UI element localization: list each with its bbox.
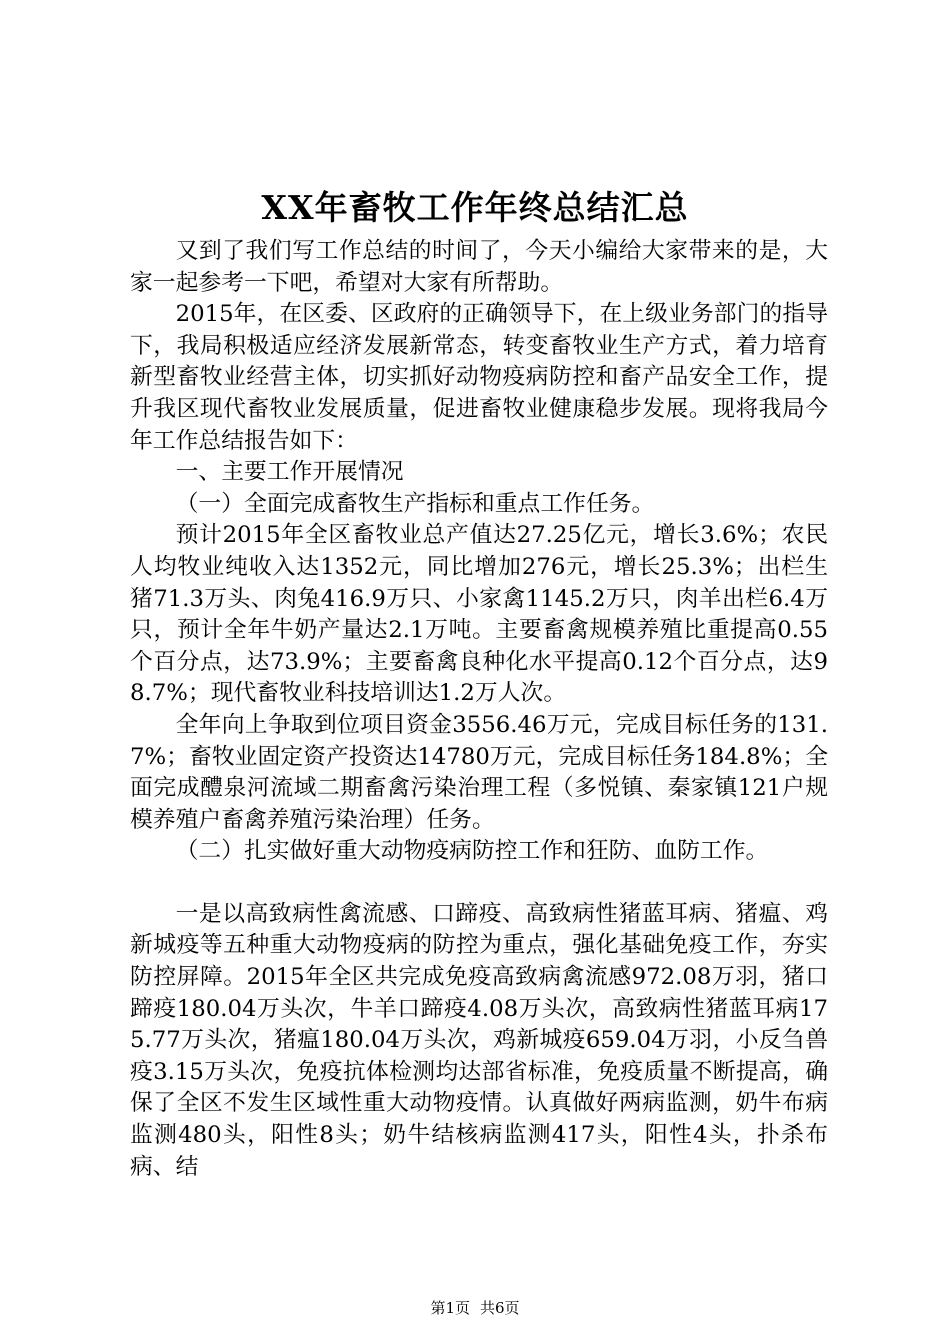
paragraph-funding: 全年向上争取到位项目资金3556.46万元，完成目标任务的131.7%；畜牧业固定资产投资达14780万元，完成目标任务184.8%；全面完成醴泉河流域二期畜禽污染治理工程（多悦镇、秦家镇121户规模养殖户畜禽养殖污染治理）任务。 [130, 711, 828, 833]
page-total: 共6页 [480, 1299, 520, 1317]
paragraph-production-stats: 预计2015年全区畜牧业总产值达27.25亿元，增长3.6%；农民人均牧业纯收入达1352元，同比增加276元，增长25.3%；出栏生猪71.3万头、肉兔416.9万只、小家禽1145.2万只，肉羊出栏6.4万只，预计全年牛奶产量达2.1万吨。主要畜禽规模养殖比重提高0.55个百分点，达73.9%；主要畜禽良种化水平提高0.12个百分点，达98.7%；现代畜牧业科技培训达1.2万人次。 [130, 522, 828, 707]
document-title: XX年畜牧工作年终总结汇总 [261, 188, 689, 227]
page-number: 第1页 [430, 1299, 470, 1317]
subsection-heading-disease-control: （二）扎实做好重大动物疫病防控工作和狂防、血防工作。 [175, 838, 769, 865]
section-heading-main-work: 一、主要工作开展情况 [175, 459, 404, 486]
subsection-heading-production: （一）全面完成畜牧生产指标和重点工作任务。 [175, 490, 655, 517]
paragraph-immunization: 一是以高致病性禽流感、口蹄疫、高致病性猪蓝耳病、猪瘟、鸡新城疫等五种重大动物疫病的防控为重点，强化基础免疫工作，夯实防控屏障。2015年全区共完成免疫高致病禽流感972.08万羽，猪口蹄疫180.04万头次，牛羊口蹄疫4.08万头次，高致病性猪蓝耳病175.77万头次，猪瘟180.04万头次，鸡新城疫659.04万羽，小反刍兽疫3.15万头次，免疫抗体检测均达部省标准，免疫质量不断提高，确保了全区不发生区域性重大动物疫情。认真做好两病监测，奶牛布病监测480头，阳性8头；奶牛结核病监测417头，阳性4头，扑杀布病、结 [130, 900, 828, 1180]
paragraph-intro: 又到了我们写工作总结的时间了，今天小编给大家带来的是，大家一起参考一下吧，希望对大家有所帮助。 [130, 238, 828, 296]
page-footer [0, 1298, 950, 1318]
document-body [130, 236, 828, 1183]
paragraph-overview: 2015年，在区委、区政府的正确领导下，在上级业务部门的指导下，我局积极适应经济发展新常态，转变畜牧业生产方式，着力培育新型畜牧业经营主体，切实抓好动物疫病防控和畜产品安全工作，提升我区现代畜牧业发展质量，促进畜牧业健康稳步发展。现将我局今年工作总结报告如下： [130, 301, 828, 454]
